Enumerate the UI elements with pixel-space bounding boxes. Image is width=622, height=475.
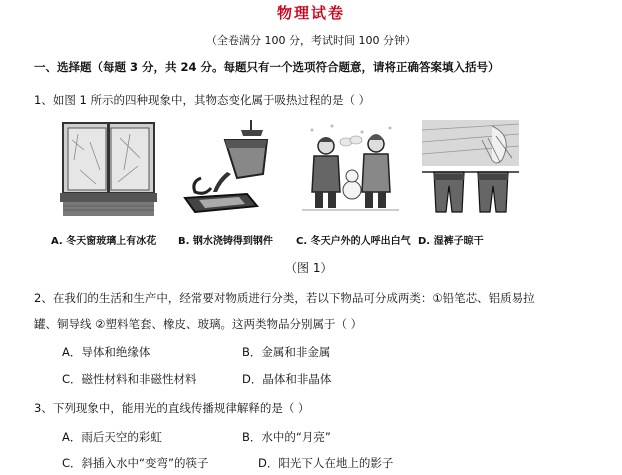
question-3-option-b: B．水中的“月亮” — [242, 430, 331, 444]
exam-info: （全卷满分 100 分，考试时间 100 分钟） — [206, 34, 416, 47]
question-3-text: 3、下列现象中，能用光的直线传播规律解释的是（ ） — [34, 401, 310, 415]
window-frost-icon — [60, 120, 157, 216]
question-3-option-c: C．斜插入水中“变弯”的筷子 — [62, 456, 209, 470]
question-2-option-b: B．金属和非金属 — [242, 345, 331, 359]
section-heading: 一、选择题（每题 3 分，共 24 分。每题只有一个选项符合题意，请将正确答案填入括号） — [34, 60, 500, 74]
figure-label: （图 1） — [285, 261, 333, 275]
winter-people-breath-icon — [302, 120, 399, 216]
question-3-option-d: D．阳光下人在地上的影子 — [258, 456, 394, 470]
figure-b-caption: B. 钢水浇铸得到钢件 — [178, 236, 273, 247]
question-2-option-d: D．晶体和非晶体 — [242, 372, 332, 386]
question-2-text-line1: 2、在我们的生活和生产中，经常要对物质进行分类，若以下物品可分成两类：①铅笔芯、铝质易拉 — [34, 291, 535, 305]
question-2-text-line2: 罐、铜导线 ②塑料笔套、橡皮、玻璃。这两类物品分别属于（ ） — [34, 317, 363, 331]
figure-c-caption: C. 冬天户外的人呼出白气 — [296, 236, 411, 247]
page-title: 物理试卷 — [276, 4, 345, 22]
question-3-option-a: A．雨后天空的彩虹 — [62, 430, 162, 444]
drying-pants-icon — [422, 120, 519, 216]
figure-d-caption: D. 湿裤子晾干 — [418, 236, 484, 247]
question-2-option-a: A．导体和绝缘体 — [62, 345, 151, 359]
figure-a-caption: A. 冬天窗玻璃上有冰花 — [51, 236, 157, 247]
question-2-option-c: C．磁性材料和非磁性材料 — [62, 372, 197, 386]
question-1-text: 1、如图 1 所示的四种现象中，其物态变化属于吸热过程的是（ ） — [34, 93, 371, 107]
molten-steel-casting-icon — [181, 120, 278, 216]
